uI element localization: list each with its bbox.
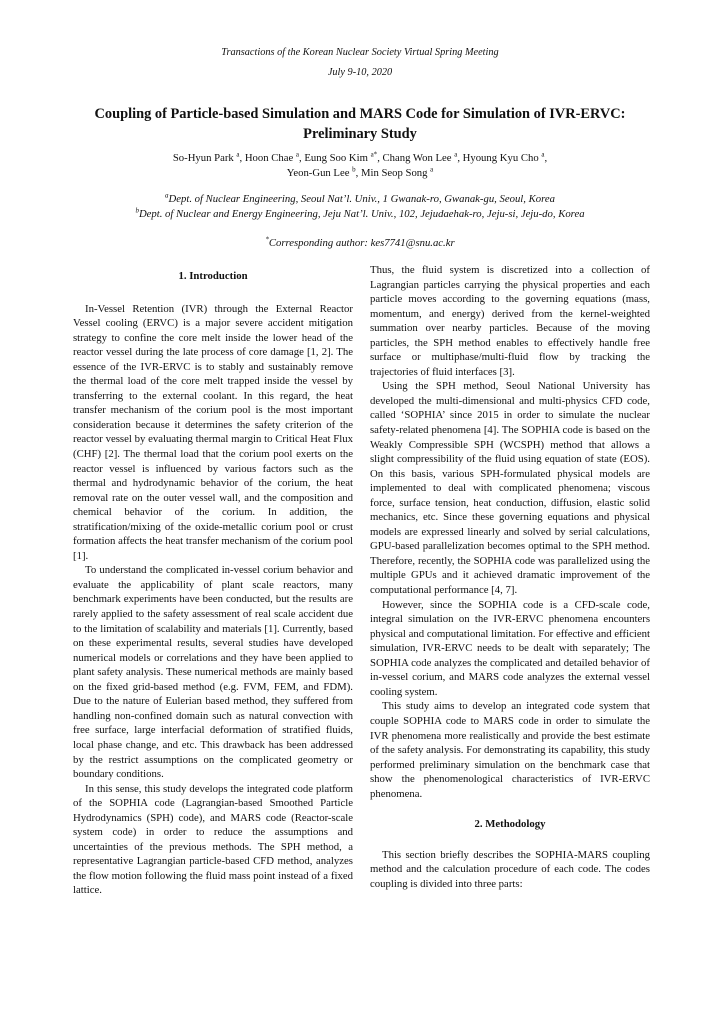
- author-affil-mark: a: [454, 150, 458, 159]
- author-affil-mark: a*: [370, 150, 378, 159]
- author-name: Hyoung Kyu Cho: [462, 152, 539, 164]
- paragraph: This study aims to develop an integrated code system that couple SOPHIA code to MARS code in order to simulate the IVR phenomena more realistically and provide the best estimate of the safety analysis. For demonstrating its capability, this study performed preliminary simulation on the benchmark case that show the phenomenological characteristics of IVR-ERVC phenomena.: [370, 700, 650, 800]
- affiliation-a: [30, 192, 690, 207]
- corresponding-email: Corresponding author: kes7741@snu.ac.kr: [268, 237, 455, 249]
- right-column: [370, 263, 650, 891]
- author-affil-mark: a: [541, 150, 545, 159]
- author-name: Min Seop Song: [360, 167, 428, 179]
- conference-header: Transactions of the Korean Nuclear Society Virtual Spring Meeting: [221, 47, 499, 58]
- author-name: Eung Soo Kim: [304, 152, 368, 164]
- author-list: So-Hyun Park $^a$, Hoon Chae $^a$, Eung Soo Kim $^{a*}$, Chang Won Lee $^a$, Hyoung Kyu Cho $^a$, Yeon-Gun Lee $^b$, Min Seop Song $^a$: [172, 150, 548, 179]
- affiliation-text: Dept. of Nuclear Engineering, Seoul Nat’l. Univ., 1 Gwanak-ro, Gwanak-gu, Seoul, Korea: [168, 193, 555, 205]
- section-heading-introduction: 1. Introduction: [178, 270, 248, 282]
- paragraph: Using the SPH method, Seoul National University has developed the multi-dimensional and multi-physics CFD code, called ‘SOPHIA’ since 2015 in order to simulate the nuclear safety-related phenomena [4]. The SOPHIA code is based on the Weakly Compressible SPH (WCSPH) method that allows a slight compressibility of the fluid using equation of state (EOS). On this basis, various SPH-formulated physical models are implemented to deal with complicated phenomena; viscous force, surface tension, heat conduction, diffusion, elastic solid mechanics, etc. Since these governing equations and physical models are expressed linearly and solved by serial calculations, GPU-based parallelization becomes optimal to the SPH method. Therefore, recently, the SOPHIA code was parallelized using the multiple GPUs and it achieved dramatic improvement of the computational performance [4, 7].: [370, 380, 650, 597]
- author-name: Hoon Chae: [244, 152, 294, 164]
- author-affil-mark: a: [295, 150, 300, 159]
- paragraph: In this sense, this study develops the integrated code platform of the SOPHIA code (Lagrangian-based Smoothed Particle Hydrodynamics (SPH) code), and MARS code (Reactor-scale system code) in order to reduce the assumptions and uncertainties of the previous methods. The SPH method, a representative Lagrangian particle-based CFD method, analyzes the flow motion following the fluid mass point instead of a fixed lattice.: [73, 782, 353, 897]
- paragraph: However, since the SOPHIA code is a CFD-scale code, integral simulation on the IVR-ERVC phenomena encounters physical and computational limitation. For effective and efficient simulation, IVR-ERVC needs to be dealt with separately; The SOPHIA code analyzes the complicated and detailed behavior of in-vessel corium, and MARS code analyzes the external vessel cooling system.: [370, 598, 650, 698]
- author-name: Yeon-Gun Lee: [286, 167, 350, 179]
- corresponding-mark: *: [265, 235, 269, 244]
- author-name: Chang Won Lee: [382, 152, 452, 164]
- affiliation-mark: a: [165, 191, 169, 200]
- conference-date: July 9-10, 2020: [327, 67, 393, 78]
- paragraph: Thus, the fluid system is discretized into a collection of Lagrangian particles carrying the physical properties and each particle moves according to the governing equations (mass, momentum, and energy) derived from the kernel-weighted summation over nearby particles. Because of the moving particles, the SPH method enables to effectively handle free surface or multiphase/multi-fluid flow by tracking the trajectories of fluid interfaces [3].: [370, 264, 650, 378]
- author-affil-mark: b: [352, 165, 356, 174]
- affiliation-b: [30, 207, 690, 222]
- paragraph: To understand the complicated in-vessel corium behavior and evaluate the applicability of plant scale reactors, many benchmark experiments have been conducted, but the results are rarely applied to the safety assessment of real scale accident due to the limitation of scalability and materials [1]. Currently, based on these experimental results, several studies have developed numerical models or correlations and they have been applied to plant safety analysis. These numerical methods are mainly based on the fixed grid-based method (e.g. FVM, FEM, and FDM). Due to the nature of Eulerian based method, they suffered from handling non-confined domain such as natural convection with free surface, large interfacial deformation of stratified fluids, local phase change, and etc. This drawback has been addressed by the restrict assumptions on the complicated geometry or boundary conditions.: [73, 564, 353, 781]
- corresponding-author: [60, 237, 660, 249]
- section-heading-methodology: 2. Methodology: [474, 818, 546, 831]
- paper-title: Coupling of Particle-based Simulation and MARS Code for Simulation of IVR-ERVC: Preliminary Study: [94, 106, 626, 142]
- affiliation-text: Dept. of Nuclear and Energy Engineering, Jeju Nat’l. Univ., 102, Jejudaehak-ro, Jeju-si, Jeju-do, Korea: [138, 208, 585, 220]
- author-name: So-Hyun Park: [172, 152, 234, 164]
- author-affil-mark: a: [236, 150, 240, 159]
- paragraph: In-Vessel Retention (IVR) through the External Reactor Vessel cooling (ERVC) is a major severe accident mitigation strategy to confine the core melt inside the lower head of the reactor vessel during the late process of core damage [1, 2]. The essence of the IVR-ERVC is to stably and sustainably remove the thermal load of the core melt trapped inside the vessel by transferring to the external coolant. In this regard, the heat transfer mechanism of the corium pool is the most important consideration because it determines the safety criterion of the reactor vessel by evaluating thermal margin to Critical Heat Flux (CHF) [2]. The thermal load that the corium pool exerts on the reactor vessel is influenced by various factors such as the thermal and hydrodynamic behavior of the corium, the heat removal rate on the outer vessel wall, and the composition and chemical behavior of the corium. In addition, the stratification/mixing of the oxide-metallic corium pool or crust formation affects the heat transfer mechanism of the corium pool [1].: [73, 302, 353, 562]
- left-column: [73, 263, 353, 898]
- affiliations: [30, 192, 690, 222]
- author-affil-mark: a: [430, 165, 434, 174]
- affiliation-mark: b: [135, 206, 139, 215]
- paragraph: This section briefly describes the SOPHIA-MARS coupling method and the calculation procedure of each code. The codes coupling is divided into three parts:: [370, 848, 650, 890]
